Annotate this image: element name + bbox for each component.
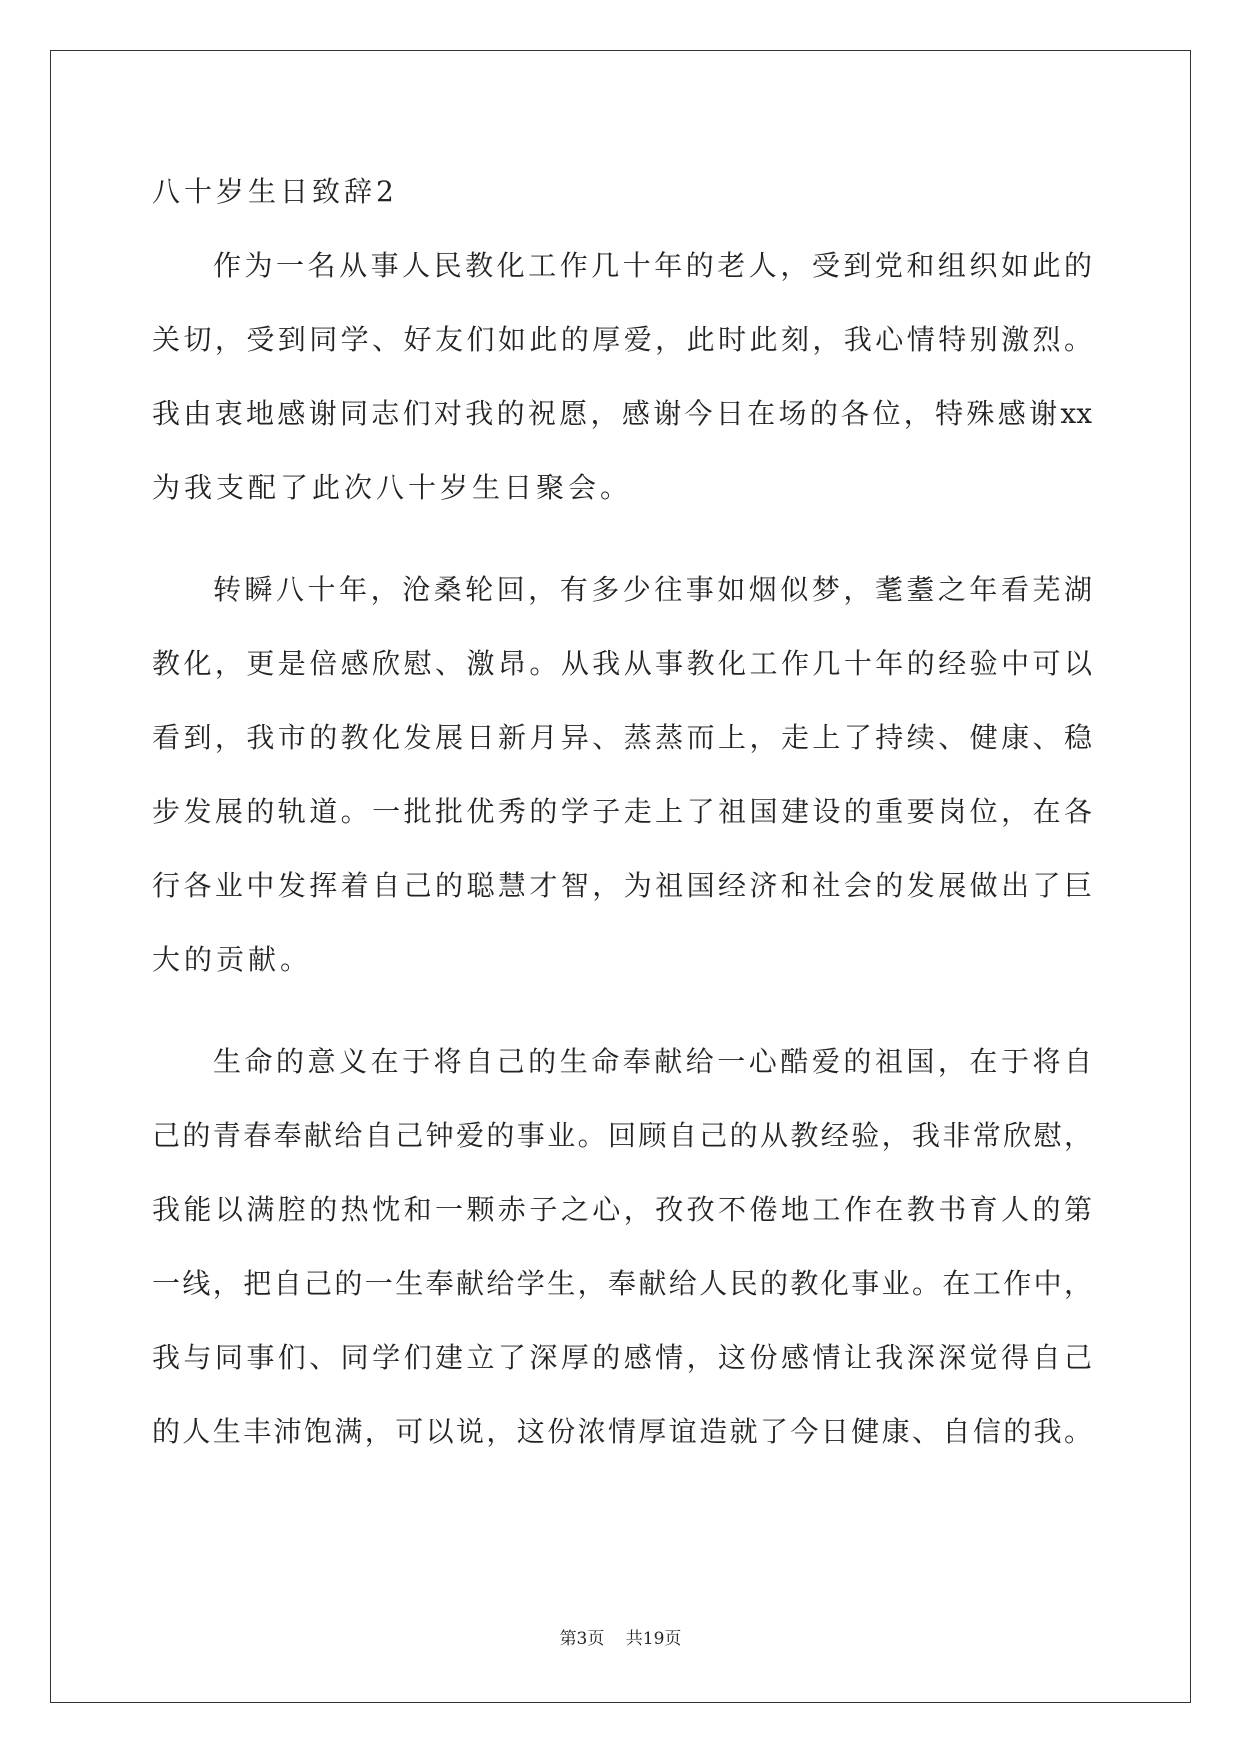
paragraph-2-line-2: 教化，更是倍感欣慰、激昂。从我从事教化工作几十年的经验中可以 <box>152 647 1092 680</box>
paragraph-1-line-3: 我由衷地感谢同志们对我的祝愿，感谢今日在场的各位，特殊感谢xx <box>152 397 1092 430</box>
paragraph-1-line-2: 关切，受到同学、好友们如此的厚爱，此时此刻，我心情特别激烈。 <box>152 323 1092 356</box>
paragraph-3-line-1: 生命的意义在于将自己的生命奉献给一心酷爱的祖国，在于将自 <box>213 1045 1092 1078</box>
paragraph-3-line-3: 我能以满腔的热忱和一颗赤子之心，孜孜不倦地工作在教书育人的第 <box>152 1193 1092 1226</box>
page-total: 共19页 <box>625 1629 682 1649</box>
paragraph-3-line-5: 我与同事们、同学们建立了深厚的感情，这份感情让我深深觉得自己 <box>152 1341 1092 1374</box>
paragraph-2-line-6: 大的贡献。 <box>152 943 313 976</box>
paragraph-2-line-3: 看到，我市的教化发展日新月异、蒸蒸而上，走上了持续、健康、稳 <box>152 721 1092 754</box>
paragraph-3-line-6: 的人生丰沛饱满，可以说，这份浓情厚谊造就了今日健康、自信的我。 <box>152 1415 1092 1448</box>
paragraph-3-line-2: 己的青春奉献给自己钟爱的事业。回顾自己的从教经验，我非常欣慰， <box>152 1119 1092 1152</box>
paragraph-2-line-4: 步发展的轨道。一批批优秀的学子走上了祖国建设的重要岗位，在各 <box>152 795 1092 828</box>
page-footer <box>0 1627 1241 1651</box>
paragraph-1-line-1: 作为一名从事人民教化工作几十年的老人，受到党和组织如此的 <box>213 249 1092 282</box>
document-title: 八十岁生日致辞2 <box>152 175 398 208</box>
paragraph-3-line-4: 一线，把自己的一生奉献给学生，奉献给人民的教化事业。在工作中， <box>152 1267 1092 1300</box>
paragraph-2-line-1: 转瞬八十年，沧桑轮回，有多少往事如烟似梦，耄耋之年看芜湖 <box>213 573 1092 606</box>
paragraph-1-line-4: 为我支配了此次八十岁生日聚会。 <box>152 471 633 504</box>
page-number: 第3页 <box>559 1629 605 1649</box>
paragraph-2-line-5: 行各业中发挥着自己的聪慧才智，为祖国经济和社会的发展做出了巨 <box>152 869 1092 902</box>
